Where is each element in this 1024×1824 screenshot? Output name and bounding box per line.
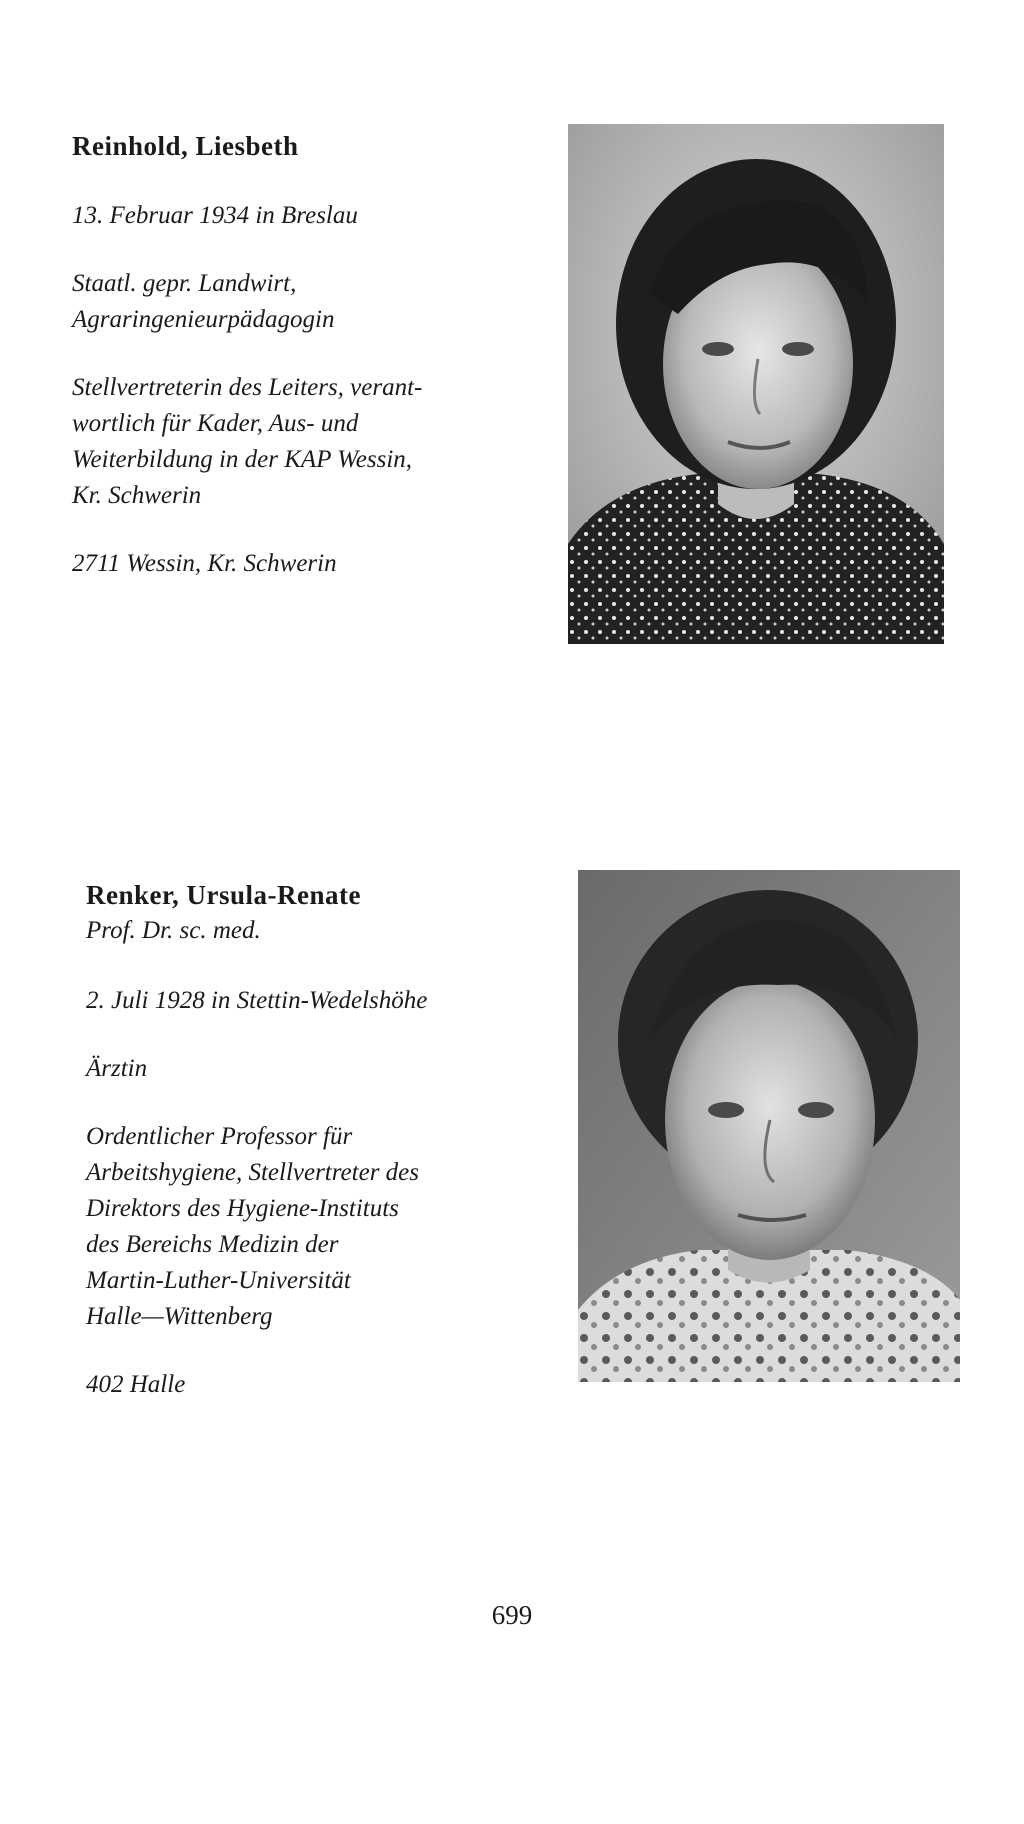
- profession: [86, 1051, 556, 1087]
- profession-line: Staatl. gepr. Landwirt,: [72, 270, 297, 297]
- position-line: Direktors des Hygiene-Instituts: [86, 1195, 399, 1222]
- portrait-photo: [568, 124, 944, 644]
- person-name: Reinhold, Liesbeth: [72, 131, 299, 161]
- birth-info: 2. Juli 1928 in Stettin-Wedelshöhe: [86, 987, 428, 1014]
- birth-info: 13. Februar 1934 in Breslau: [72, 202, 358, 229]
- portrait-image: [578, 870, 960, 1382]
- position-line: Martin-Luther-Universität: [86, 1267, 351, 1294]
- portrait-photo: [578, 870, 960, 1382]
- address: 2711 Wessin, Kr. Schwerin: [72, 550, 337, 577]
- profession-line: Agraringenieurpädagogin: [72, 306, 335, 333]
- position-line: Stellvertreterin des Leiters, verant-: [72, 374, 423, 401]
- position-line: Weiterbildung in der KAP Wessin,: [72, 446, 413, 473]
- academic-title: Prof. Dr. sc. med.: [86, 917, 261, 944]
- position-line: des Bereichs Medizin der: [86, 1231, 339, 1258]
- position-line: Halle—Wittenberg: [86, 1303, 273, 1330]
- position-line: Arbeitshygiene, Stellvertreter des: [86, 1159, 419, 1186]
- position-line: wortlich für Kader, Aus- und: [72, 410, 359, 437]
- profession: [72, 266, 542, 338]
- portrait-image: [568, 124, 944, 644]
- position-line: Ordentlicher Professor für: [86, 1123, 353, 1150]
- position: [86, 1119, 556, 1335]
- entry-text: [72, 128, 542, 582]
- page-number: 699: [491, 1600, 533, 1630]
- entry-text: [86, 877, 556, 1403]
- profession-line: Ärztin: [86, 1055, 148, 1082]
- position-line: Kr. Schwerin: [72, 482, 202, 509]
- position: [72, 370, 542, 514]
- person-name: Renker, Ursula-Renate: [86, 880, 361, 910]
- address: 402 Halle: [86, 1371, 186, 1398]
